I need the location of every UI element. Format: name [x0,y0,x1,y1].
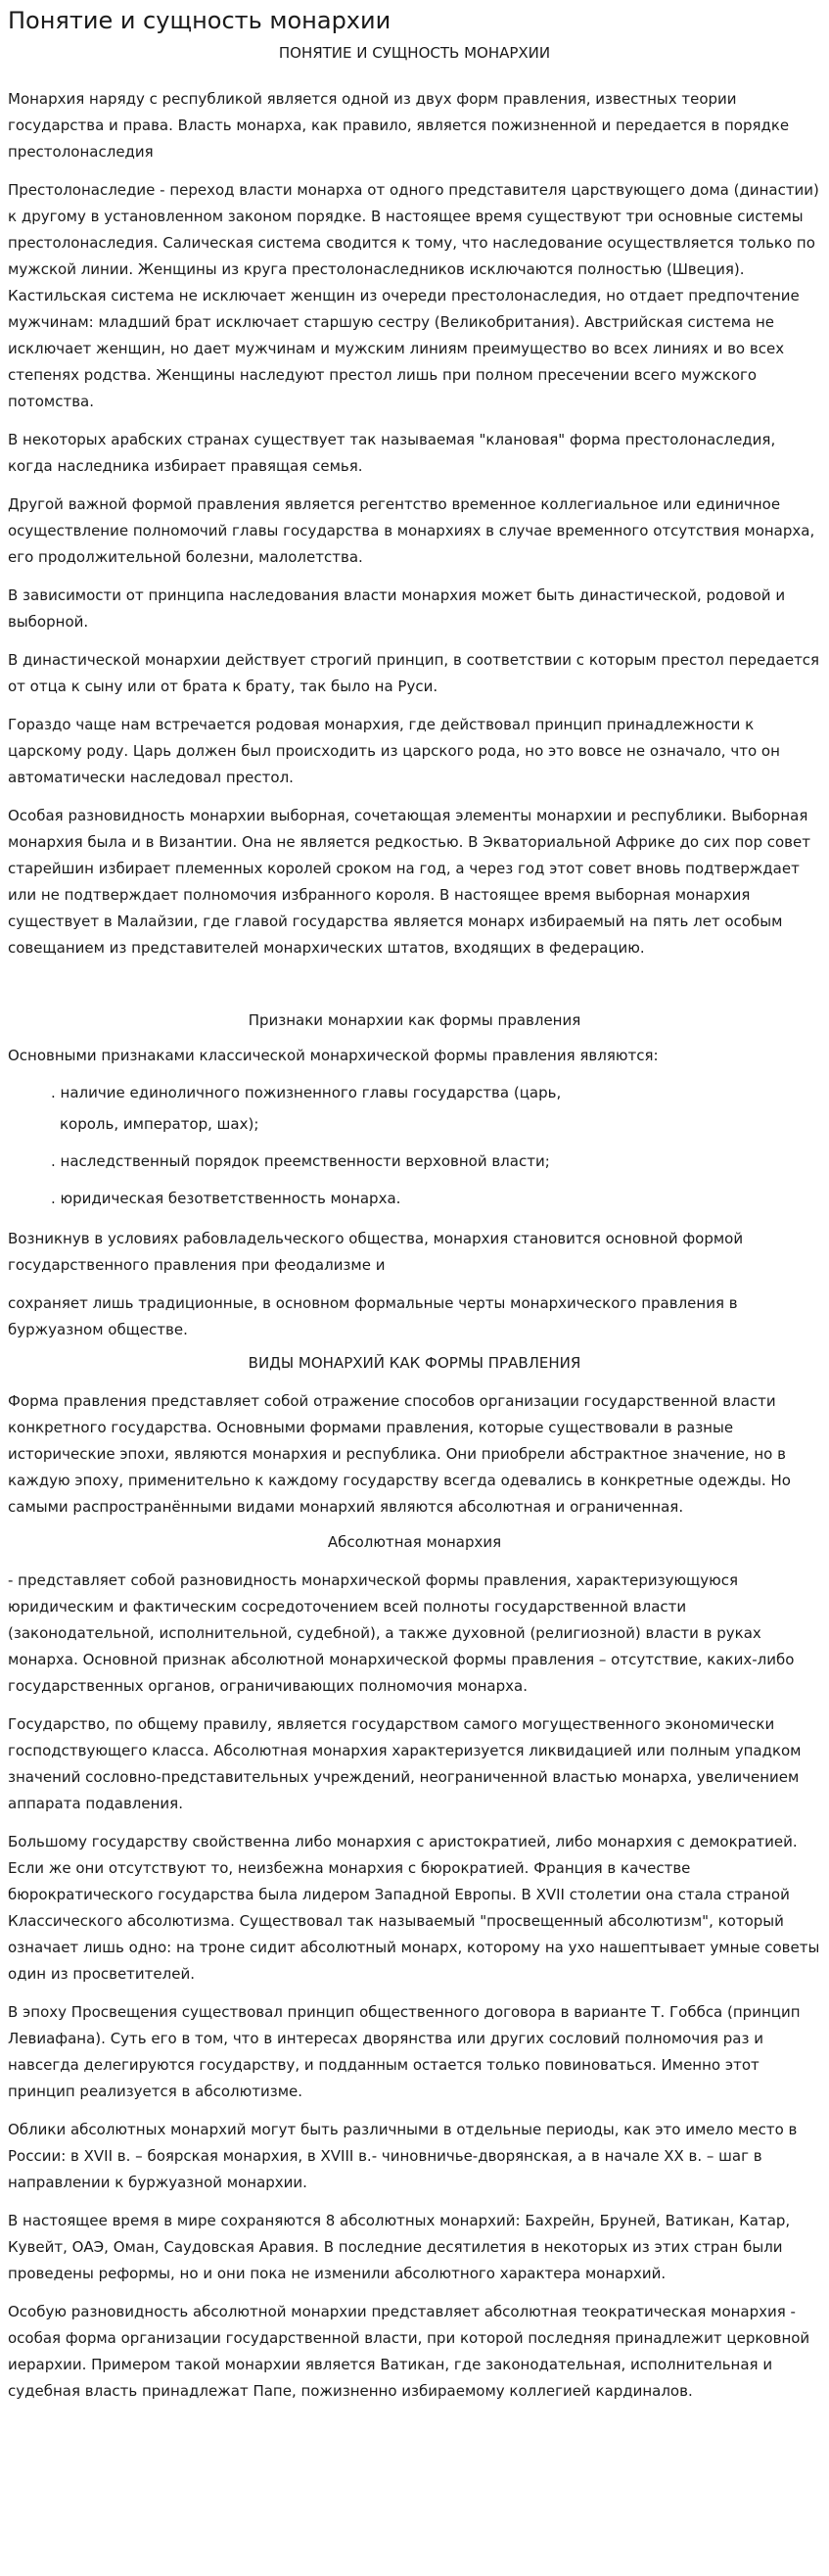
paragraph: В некоторых арабских странах существует так называемая "клановая" форма престолонаследия, когда наследника избирает правящая семья. [8,431,776,475]
intro-section [8,86,821,961]
paragraph: В династической монархии действует строгий принцип, в соответствии с которым престол передается от отца к сыну или от брата к брату, так было на Руси. [8,651,820,695]
features-section [8,1010,821,1343]
paragraph: Особую разновидность абсолютной монархии представляет абсолютная теократическая монархия - особая форма организации государственной власти, при которой последняя принадлежит церковной иерархии. Примером такой монархии является Ватикан, где законодательная, исполнительная и судебная власть принадлежат Папе, пожизненно избираемому коллегией кардиналов. [8,2303,810,2400]
list-item-continuation: король, император, шах); [60,1115,259,1133]
list-item: . юридическая безответственность монарха. [51,1190,401,1207]
paragraph: Другой важной формой правления является регентство временное коллегиальное или единичное осуществление полномочий главы государства в монархиях в случае временного отсутствия монарха, его продолжительной болезни, малолетства. [8,495,815,566]
paragraph: Возникнув в условиях рабовладельческого общества, монархия становится основной формой государственного правления при феодализме и [8,1230,744,1274]
paragraph: Форма правления представляет собой отражение способов организации государственной власти конкретного государства. Основными формами правления, которые существовали в разные исторические эпохи, являются монархия и республика. Они приобрели абстрактное значение, но в каждую эпоху, применительно к каждому государству всегда одевались в конкретные одежды. Но самыми распространёнными видами монархий являются абсолютная и ограниченная. [8,1392,791,1516]
paragraph: Облики абсолютных монархий могут быть различными в отдельные периоды, как это имело место в России: в XVII в. – боярская монархия, в XVIII в.- чиновничье-дворянская, а в начале XX в. – шаг в направлении к буржуазной монархии. [8,2121,798,2191]
types-section [8,1353,821,1521]
paragraph: Особая разновидность монархии выборная, сочетающая элементы монархии и республики. Выборная монархия была и в Византии. Она не является редкостью. В Экваториальной Африке до сих пор совет старейшин избирает племенных королей сроком на год, а через год этот совет вновь подтверждает или не подтверждает полномочия избранного короля. В настоящее время выборная монархия существует в Малайзии, где главой государства является монарх избираемый на пять лет особым совещанием из представителей монархических штатов, входящих в федерацию. [8,807,810,957]
list-item: . наличие единоличного пожизненного главы государства (царь, [51,1084,562,1101]
page-title: Понятие и сущность монархии [8,7,391,34]
paragraph: Престолонаследие - переход власти монарха от одного представителя царствующего дома (династии) к другому в установленном законом порядке. В настоящее время существуют три основные системы престолонаследия. Салическая система сводится к тому, что наследование осуществляется только по мужской линии. Женщины из круга престолонаследников исключаются полностью (Швеция). Кастильская система не исключает женщин из очереди престолонаследия, но отдает предпочтение мужчинам: младший брат исключает старшую сестру (Великобритания). Австрийская система не исключает женщин, но дает мужчинам и мужским линиям преимущество во всех линиях и во всех степенях родства. Женщины наследуют престол лишь при полном пресечении всего мужского потомства. [8,181,819,410]
section-heading: ВИДЫ МОНАРХИЙ КАК ФОРМЫ ПРАВЛЕНИЯ [248,1354,581,1372]
list-item: . наследственный порядок преемственности верховной власти; [51,1152,550,1170]
paragraph: Государство, по общему правилу, является государством самого могущественного экономически господствующего класса. Абсолютная монархия характеризуется ликвидацией или полным упадком значений сословно-представительных учреждений, неограниченной властью монарха, увеличением аппарата подавления. [8,1715,802,1812]
paragraph: В эпоху Просвещения существовал принцип общественного договора в варианте Т. Гоббса (принцип Левиафана). Суть его в том, что в интересах дворянства или других сословий полномочия раз и навсегда делегируются государству, и подданным остается только повиноваться. Именно этот принцип реализуется в абсолютизме. [8,2003,801,2100]
spacer [8,973,821,1010]
paragraph: Монархия наряду с республикой является одной из двух форм правления, известных теории государства и права. Власть монарха, как правило, является пожизненной и передается в порядке престолонаследия [8,90,790,161]
paragraph: сохраняет лишь традиционные, в основном формальные черты монархического правления в буржуазном обществе. [8,1294,738,1338]
section-heading: Абсолютная монархия [327,1533,502,1551]
features-lead: Основными признаками классической монархической формы правления являются: [8,1047,659,1064]
document-subtitle: ПОНЯТИЕ И СУЩНОСТЬ МОНАРХИИ [278,44,551,62]
paragraph: Большому государству свойственна либо монархия с аристократией, либо монархия с демократией. Если же они отсутствуют то, неизбежна монархия с бюрократией. Франция в качестве бюрократического государства была лидером Западной Европы. В XVII столетии она стала страной Классического абсолютизма. Существовал так называемый "просвещенный абсолютизм", который означает лишь одно: на троне сидит абсолютный монарх, которому на ухо нашептывает умные советы один из просветителей. [8,1833,820,1983]
section-heading: Признаки монархии как формы правления [248,1011,581,1029]
paragraph: - представляет собой разновидность монархической формы правления, характеризующуюся юридическим и фактическим сосредоточением всей полноты государственной власти (законодательной, исполнительной, судебной), а также духовной (религиозной) власти в руках монарха. Основной признак абсолютной монархической формы правления – отсутствие, каких-либо государственных органов, ограничивающих полномочия монарха. [8,1571,795,1695]
paragraph: Гораздо чаще нам встречается родовая монархия, где действовал принцип принадлежности к царскому роду. Царь должен был происходить из царского рода, но это вовсе не означало, что он автоматически наследовал престол. [8,716,780,786]
paragraph: В зависимости от принципа наследования власти монархия может быть династической, родовой и выборной. [8,586,786,631]
paragraph: В настоящее время в мире сохраняются 8 абсолютных монархий: Бахрейн, Бруней, Ватикан, Катар, Кувейт, ОАЭ, Оман, Саудовская Аравия. В последние десятилетия в некоторых из этих стран были проведены реформы, но и они пока не изменили абсолютного характера монархий. [8,2212,791,2282]
absolute-section [8,1532,821,2405]
